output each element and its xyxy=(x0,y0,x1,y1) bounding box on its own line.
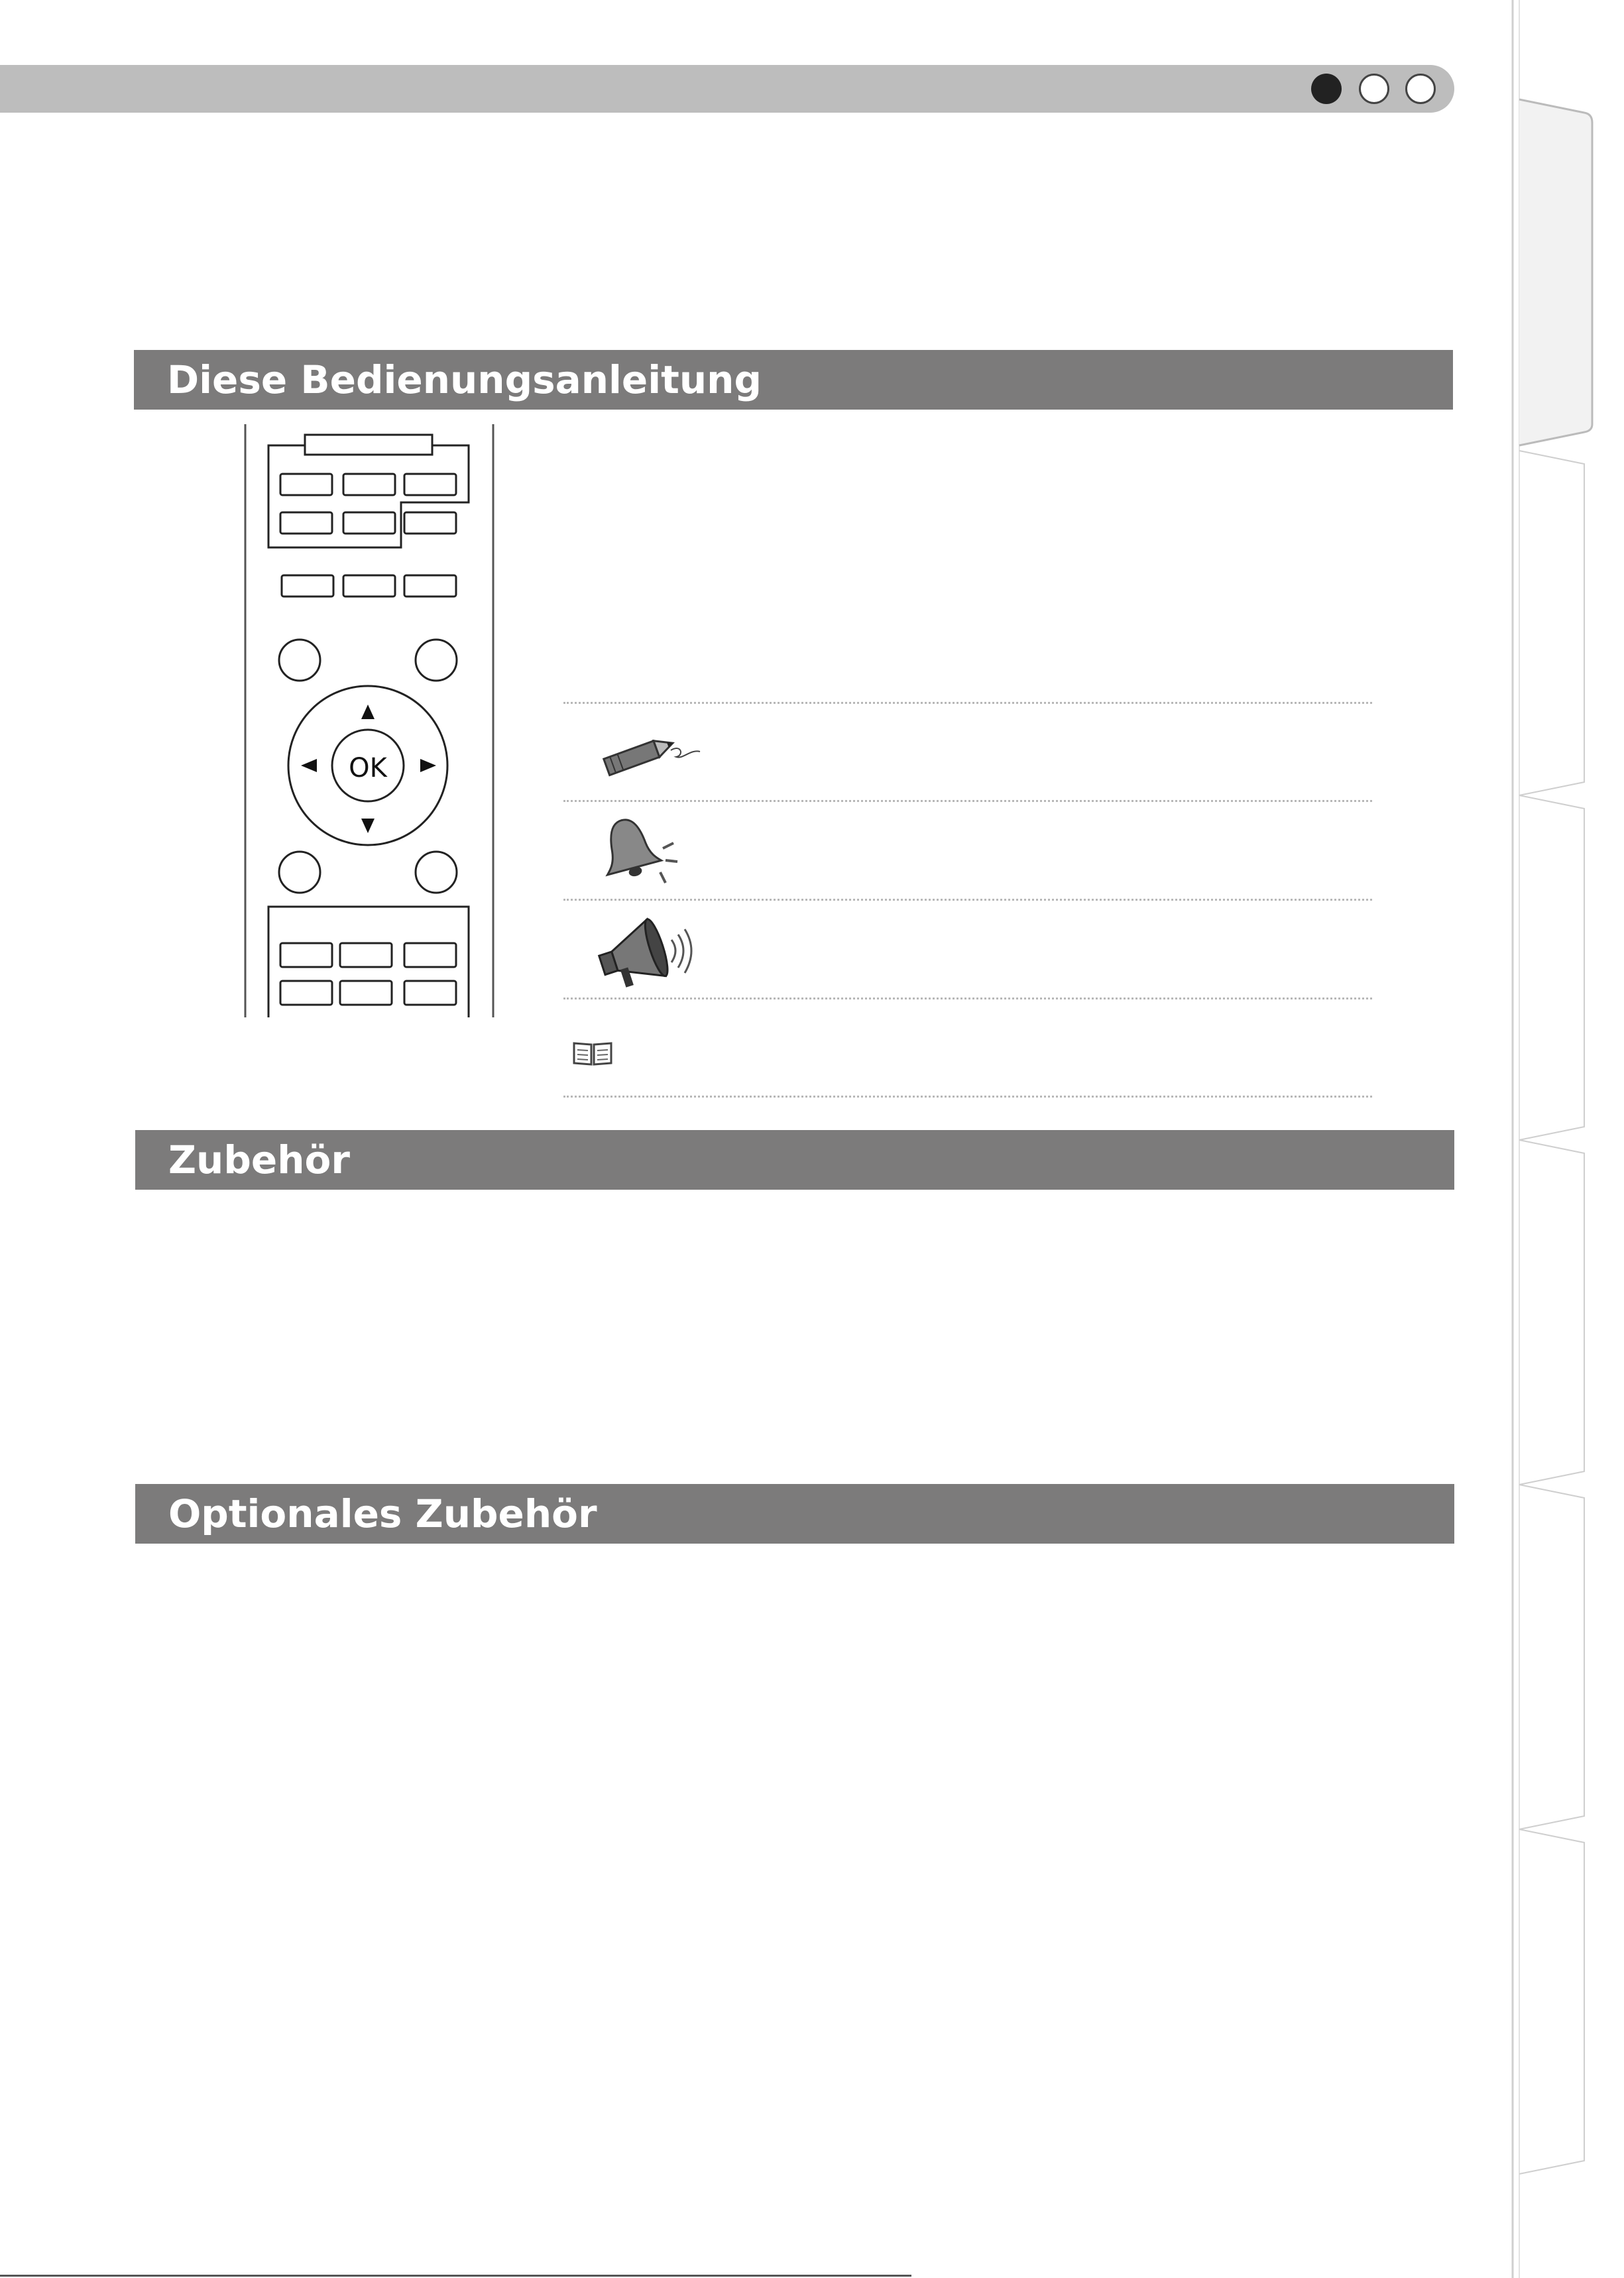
page-edge-tabs xyxy=(1505,0,1624,2278)
remote-control-illustration xyxy=(239,424,504,1017)
footer-line xyxy=(0,2275,911,2277)
section-accessories xyxy=(135,1130,1454,1190)
section-title-accessories: Zubehör xyxy=(168,1137,350,1182)
section-title-optional: Optionales Zubehör xyxy=(168,1491,597,1536)
megaphone-attention-icon xyxy=(593,913,699,993)
page-indicator-dot-2 xyxy=(1359,74,1389,104)
separator xyxy=(563,1096,1372,1098)
bell-caution-icon xyxy=(597,814,683,887)
pencil-note-icon xyxy=(597,729,703,782)
section-manual xyxy=(134,350,1453,410)
separator xyxy=(563,800,1372,802)
separator xyxy=(563,702,1372,704)
header-bar xyxy=(0,65,1454,113)
section-optional-accessories xyxy=(135,1484,1454,1544)
separator xyxy=(563,899,1372,901)
page-indicator-dot-3 xyxy=(1405,74,1436,104)
ok-button-label: OK xyxy=(349,753,387,783)
separator xyxy=(563,997,1372,999)
section-title-manual: Diese Bedienungsanleitung xyxy=(167,357,762,402)
page-indicator-dot-1 xyxy=(1311,74,1342,104)
book-reference-icon xyxy=(571,1039,614,1067)
